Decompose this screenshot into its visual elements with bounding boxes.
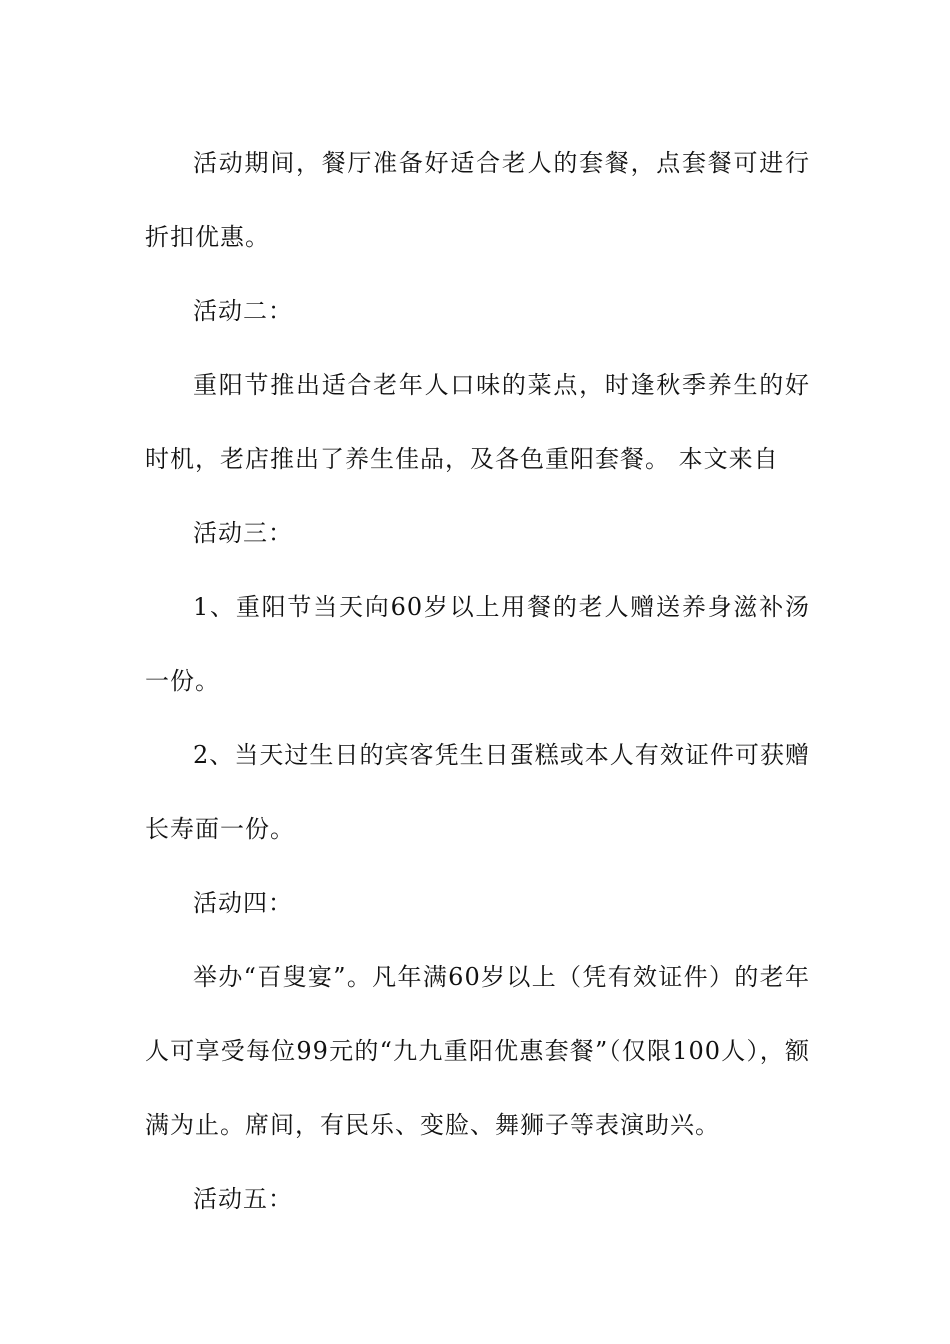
paragraph-activity-3-item-2: 2、当天过生日的宾客凭生日蛋糕或本人有效证件可获赠长寿面一份。: [145, 741, 810, 843]
heading-activity-5: 活动五：: [193, 1185, 293, 1213]
paragraph-activity-4: 举办“百叟宴”。凡年满60岁以上（凭有效证件）的老年人可享受每位99元的“九九重阳优惠套餐”（仅限100人），额满为止。席间，有民乐、变脸、舞狮子等表演助兴。: [145, 963, 810, 1139]
heading-activity-3: 活动三：: [193, 519, 293, 547]
document-body: [145, 126, 810, 1236]
paragraph-activity-3-item-1: 1、重阳节当天向60岁以上用餐的老人赠送养身滋补汤一份。: [145, 593, 810, 695]
heading-activity-4: 活动四：: [193, 889, 293, 917]
paragraph-discount: 活动期间，餐厅准备好适合老人的套餐，点套餐可进行折扣优惠。: [145, 149, 810, 251]
heading-activity-2: 活动二：: [193, 297, 293, 325]
paragraph-activity-2: 重阳节推出适合老年人口味的菜点，时逢秋季养生的好时机，老店推出了养生佳品，及各色重阳套餐。 本文来自: [145, 371, 810, 473]
